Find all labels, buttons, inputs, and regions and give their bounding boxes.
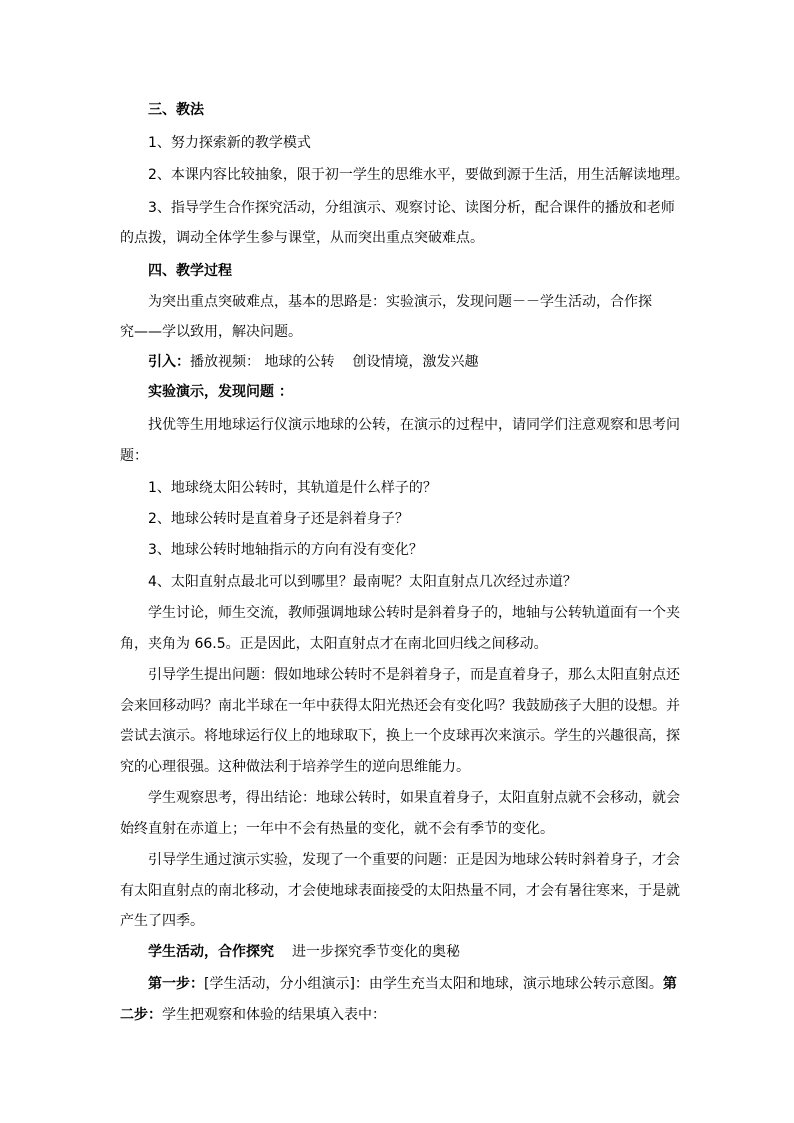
section-heading-teaching-process: 四、教学过程	[148, 263, 232, 279]
paragraph-line: 始终直射在赤道上；一年中不会有热量的变化，就不会有季节的变化。	[120, 821, 554, 837]
step-one-text: [学生活动，分小组演示]：由学生充当太阳和地球，演示地球公转示意图。	[204, 976, 663, 992]
question-item: 1、地球绕太阳公转时，其轨道是什么样子的？	[148, 480, 437, 496]
section-heading-teaching-method: 三、教法	[148, 102, 204, 118]
list-item: 2、本课内容比较抽象，限于初一学生的思维水平，要做到源于生活，用生活解读地理。	[148, 167, 689, 183]
list-item: 3、指导学生合作探究活动，分组演示、观察讨论、读图分析，配合课件的播放和老师	[148, 200, 675, 216]
subheading-experiment: 实验演示，发现问题 ：	[148, 384, 293, 400]
list-item-continuation: 的点拨，调动全体学生参与课堂，从而突出重点突破难点。	[120, 230, 484, 246]
question-item: 3、地球公转时地轴指示的方向有没有变化？	[148, 542, 423, 558]
lead-in-line	[148, 352, 478, 372]
paragraph-line: 产生了四季。	[120, 913, 204, 929]
paragraph-line: 为突出重点突破难点，基本的思路是：实验演示，发现问题－－学生活动，合作探	[148, 294, 652, 310]
lead-in-tail: 创设情境，激发兴趣	[352, 354, 479, 370]
activity-heading: 学生活动，合作探究	[148, 944, 274, 960]
paragraph-line: 找优等生用地球运行仪演示地球的公转，在演示的过程中，请同学们注意观察和思考问	[148, 417, 680, 433]
list-item: 1、努力探索新的教学模式	[148, 135, 311, 151]
paragraph-line: 学生讨论，师生交流，教师强调地球公转时是斜着身子的，地轴与公转轨道面有一个夹	[148, 605, 680, 621]
paragraph-line: 学生观察思考，得出结论：地球公转时，如果直着身子，太阳直射点就不会移动，就会	[148, 790, 680, 806]
paragraph-line: 引导学生通过演示实验，发现了一个重要的问题：正是因为地球公转时斜着身子，才会	[148, 852, 680, 868]
paragraph-line: 究——学以致用，解决问题。	[120, 324, 302, 340]
question-item: 2、地球公转时是直着身子还是斜着身子？	[148, 511, 409, 527]
step-one-label: 第一步：	[148, 976, 204, 992]
paragraph-line: 尝试去演示。将地球运行仪上的地球取下，换上一个皮球再次来演示。学生的兴趣很高，探	[120, 728, 680, 744]
activity-tail: 进一步探究季节变化的奥秘	[292, 944, 460, 960]
step-two-label: 二步：	[120, 1007, 162, 1023]
paragraph-line: 有太阳直射点的南北移动，才会使地球表面接受的太阳热量不同，才会有暑往寒来，于是就	[120, 883, 680, 899]
step-two-label-start: 第	[662, 976, 677, 992]
step-two-text: 学生把观察和体验的结果填入表中：	[162, 1007, 386, 1023]
question-item: 4、太阳直射点最北可以到哪里？最南呢？太阳直射点几次经过赤道？	[148, 574, 577, 590]
lead-in-label: 引入：	[148, 354, 190, 370]
activity-heading-line	[148, 942, 460, 962]
paragraph-line: 角，夹角为 66.5。正是因此，太阳直射点才在南北回归线之间移动。	[120, 636, 548, 652]
lead-in-text: 播放视频： 地球的公转	[190, 354, 335, 370]
step-two-line	[120, 1005, 386, 1025]
paragraph-line: 引导学生提出问题：假如地球公转时不是斜着身子，而是直着身子，那么太阳直射点还	[148, 667, 680, 683]
paragraph-line: 题：	[120, 448, 148, 464]
paragraph-line: 究的心理很强。这种做法利于培养学生的逆向思维能力。	[120, 759, 470, 775]
paragraph-line: 会来回移动吗？南北半球在一年中获得太阳光热还会有变化吗？我鼓励孩子大胆的设想。并	[120, 698, 680, 714]
step-one-line	[148, 974, 677, 994]
